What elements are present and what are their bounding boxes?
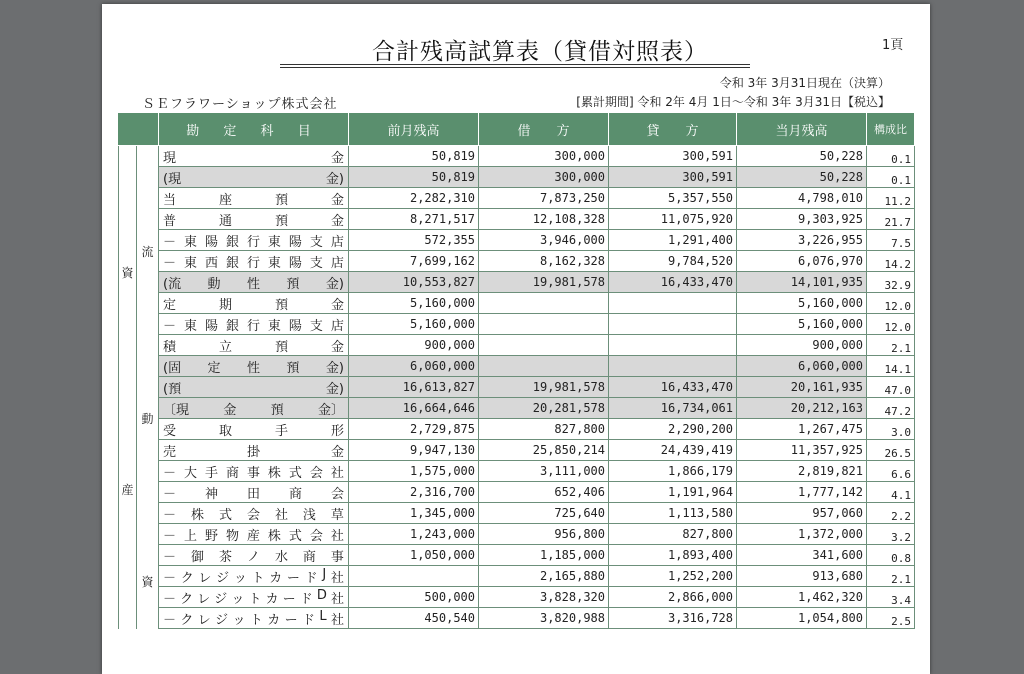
cell-prev: 450,540 — [349, 608, 479, 629]
category-inner — [137, 146, 159, 629]
table-row — [119, 545, 915, 566]
account-name: － ク レ ジ ッ ト カ ー ド D 社 — [159, 587, 349, 608]
cell-credit: 1,291,400 — [609, 230, 737, 251]
cell-ratio: 6.6 — [867, 461, 915, 482]
category-label-san: 産 — [121, 483, 134, 497]
table-row — [119, 503, 915, 524]
cell-current: 341,600 — [737, 545, 867, 566]
cell-prev: 2,282,310 — [349, 188, 479, 209]
cell-current: 913,680 — [737, 566, 867, 587]
cell-ratio: 2.2 — [867, 503, 915, 524]
cell-debit: 2,165,880 — [479, 566, 609, 587]
table-row — [119, 461, 915, 482]
cell-credit: 3,316,728 — [609, 608, 737, 629]
cell-ratio: 26.5 — [867, 440, 915, 461]
cell-ratio: 2.1 — [867, 566, 915, 587]
category-label-do: 動 — [141, 412, 154, 426]
cell-ratio: 32.9 — [867, 272, 915, 293]
cell-credit: 1,252,200 — [609, 566, 737, 587]
cell-ratio: 0.1 — [867, 146, 915, 167]
cell-prev: 50,819 — [349, 146, 479, 167]
cell-credit: 16,433,470 — [609, 272, 737, 293]
account-name: (預 金) — [159, 377, 349, 398]
cell-prev — [349, 566, 479, 587]
table-row — [119, 335, 915, 356]
cell-prev: 900,000 — [349, 335, 479, 356]
table-row — [119, 440, 915, 461]
cell-debit: 20,281,578 — [479, 398, 609, 419]
account-name: － 大 手 商 事 株 式 会 社 — [159, 461, 349, 482]
account-name: － 東 陽 銀 行 東 陽 支 店 — [159, 314, 349, 335]
category-label-ryu: 流 — [141, 245, 154, 259]
table-row — [119, 482, 915, 503]
table-row — [119, 314, 915, 335]
cell-credit: 1,866,179 — [609, 461, 737, 482]
header-account: 勘 定 科 目 — [159, 113, 349, 146]
account-name: 積 立 預 金 — [159, 335, 349, 356]
report-page — [102, 4, 930, 674]
cell-credit: 827,800 — [609, 524, 737, 545]
cell-prev: 16,613,827 — [349, 377, 479, 398]
table-row — [119, 566, 915, 587]
cell-ratio: 0.1 — [867, 167, 915, 188]
cell-current: 5,160,000 — [737, 314, 867, 335]
cell-current: 50,228 — [737, 167, 867, 188]
cell-debit: 3,828,320 — [479, 587, 609, 608]
account-name: (流 動 性 預 金) — [159, 272, 349, 293]
cell-prev: 2,729,875 — [349, 419, 479, 440]
cell-credit: 11,075,920 — [609, 209, 737, 230]
cell-prev: 5,160,000 — [349, 293, 479, 314]
table-row — [119, 167, 915, 188]
cell-current: 50,228 — [737, 146, 867, 167]
account-name: 当 座 預 金 — [159, 188, 349, 209]
table-row — [119, 398, 915, 419]
cell-ratio: 3.2 — [867, 524, 915, 545]
table-header-row — [119, 113, 915, 146]
table-row — [119, 587, 915, 608]
table-row — [119, 419, 915, 440]
cell-current: 1,372,000 — [737, 524, 867, 545]
cell-credit — [609, 293, 737, 314]
cell-debit: 1,185,000 — [479, 545, 609, 566]
category-label-shi2: 資 — [141, 575, 154, 589]
account-name: 定 期 預 金 — [159, 293, 349, 314]
cell-debit: 8,162,328 — [479, 251, 609, 272]
cell-prev: 1,243,000 — [349, 524, 479, 545]
account-name: 受 取 手 形 — [159, 419, 349, 440]
table-row — [119, 209, 915, 230]
cell-current: 2,819,821 — [737, 461, 867, 482]
header-prev-balance: 前月残高 — [349, 113, 479, 146]
account-name: － 東 西 銀 行 東 陽 支 店 — [159, 251, 349, 272]
account-name: 普 通 預 金 — [159, 209, 349, 230]
header-credit: 貸 方 — [609, 113, 737, 146]
cell-debit: 25,850,214 — [479, 440, 609, 461]
cell-debit: 19,981,578 — [479, 377, 609, 398]
cell-prev: 9,947,130 — [349, 440, 479, 461]
table-row — [119, 230, 915, 251]
trial-balance-table — [118, 112, 915, 629]
cell-current: 6,076,970 — [737, 251, 867, 272]
cell-credit: 9,784,520 — [609, 251, 737, 272]
cell-debit: 3,820,988 — [479, 608, 609, 629]
cell-debit: 300,000 — [479, 146, 609, 167]
account-name: － 御 茶 ノ 水 商 事 — [159, 545, 349, 566]
header-current-balance: 当月残高 — [737, 113, 867, 146]
cell-debit — [479, 314, 609, 335]
cell-ratio: 2.1 — [867, 335, 915, 356]
cell-current: 1,054,800 — [737, 608, 867, 629]
account-name: 〔現 金 預 金〕 — [159, 398, 349, 419]
category-label-shi: 資 — [121, 266, 134, 280]
cell-prev: 2,316,700 — [349, 482, 479, 503]
cell-prev: 500,000 — [349, 587, 479, 608]
account-name: (現 金) — [159, 167, 349, 188]
title-underline — [280, 64, 750, 68]
cell-credit: 16,433,470 — [609, 377, 737, 398]
cell-current: 3,226,955 — [737, 230, 867, 251]
cell-prev: 16,664,646 — [349, 398, 479, 419]
table-row — [119, 524, 915, 545]
cell-debit — [479, 293, 609, 314]
cell-current: 1,777,142 — [737, 482, 867, 503]
cell-ratio: 3.0 — [867, 419, 915, 440]
cell-current: 14,101,935 — [737, 272, 867, 293]
table-row — [119, 272, 915, 293]
cell-credit: 2,290,200 — [609, 419, 737, 440]
cell-prev: 1,575,000 — [349, 461, 479, 482]
account-name: － ク レ ジ ッ ト カ ー ド L 社 — [159, 608, 349, 629]
cell-debit: 827,800 — [479, 419, 609, 440]
table-row — [119, 356, 915, 377]
cell-current: 20,212,163 — [737, 398, 867, 419]
cell-ratio: 4.1 — [867, 482, 915, 503]
cell-ratio: 14.1 — [867, 356, 915, 377]
account-name: － 東 陽 銀 行 東 陽 支 店 — [159, 230, 349, 251]
cell-ratio: 11.2 — [867, 188, 915, 209]
report-title: 合計残高試算表（貸借対照表） — [372, 39, 708, 65]
cell-prev: 572,355 — [349, 230, 479, 251]
cell-current: 11,357,925 — [737, 440, 867, 461]
cell-prev: 6,060,000 — [349, 356, 479, 377]
account-name: － 上 野 物 産 株 式 会 社 — [159, 524, 349, 545]
cell-current: 1,267,475 — [737, 419, 867, 440]
cell-debit — [479, 335, 609, 356]
cell-debit: 725,640 — [479, 503, 609, 524]
cell-prev: 1,345,000 — [349, 503, 479, 524]
header-category-blank — [119, 113, 159, 146]
cell-current: 4,798,010 — [737, 188, 867, 209]
table-row — [119, 608, 915, 629]
cell-credit: 1,113,580 — [609, 503, 737, 524]
cell-prev: 8,271,517 — [349, 209, 479, 230]
cell-current: 6,060,000 — [737, 356, 867, 377]
cell-current: 20,161,935 — [737, 377, 867, 398]
cell-credit: 300,591 — [609, 146, 737, 167]
cell-current: 1,462,320 — [737, 587, 867, 608]
page-number: 1頁 — [882, 38, 904, 53]
cell-ratio: 47.0 — [867, 377, 915, 398]
cell-credit — [609, 335, 737, 356]
cell-credit: 24,439,419 — [609, 440, 737, 461]
cell-ratio: 7.5 — [867, 230, 915, 251]
table-row — [119, 188, 915, 209]
cell-credit: 300,591 — [609, 167, 737, 188]
cell-debit: 19,981,578 — [479, 272, 609, 293]
cell-debit: 652,406 — [479, 482, 609, 503]
header-ratio: 構成比 — [867, 113, 915, 146]
cell-credit: 1,893,400 — [609, 545, 737, 566]
cell-credit — [609, 356, 737, 377]
cell-ratio: 3.4 — [867, 587, 915, 608]
cell-ratio: 2.5 — [867, 608, 915, 629]
cell-ratio: 12.0 — [867, 314, 915, 335]
table-row — [119, 293, 915, 314]
table-row — [119, 377, 915, 398]
account-name: － 株 式 会 社 浅 草 — [159, 503, 349, 524]
company-name: ＳＥフラワーショップ株式会社 — [142, 97, 338, 112]
cell-debit — [479, 356, 609, 377]
cell-debit: 3,111,000 — [479, 461, 609, 482]
cell-ratio: 47.2 — [867, 398, 915, 419]
cell-credit: 16,734,061 — [609, 398, 737, 419]
cell-prev: 5,160,000 — [349, 314, 479, 335]
cell-credit: 5,357,550 — [609, 188, 737, 209]
accounting-period: [累計期間] 令和 2年 4月 1日〜令和 3年 3月31日【税込】 — [576, 95, 890, 109]
cell-prev: 10,553,827 — [349, 272, 479, 293]
cell-prev: 7,699,162 — [349, 251, 479, 272]
cell-credit: 1,191,964 — [609, 482, 737, 503]
cell-ratio: 21.7 — [867, 209, 915, 230]
account-name: － ク レ ジ ッ ト カ ー ド J 社 — [159, 566, 349, 587]
table-row — [119, 146, 915, 167]
account-name: 売 掛 金 — [159, 440, 349, 461]
cell-prev: 1,050,000 — [349, 545, 479, 566]
header-debit: 借 方 — [479, 113, 609, 146]
category-outer — [119, 146, 137, 629]
account-name: － 神 田 商 会 — [159, 482, 349, 503]
cell-ratio: 14.2 — [867, 251, 915, 272]
cell-credit: 2,866,000 — [609, 587, 737, 608]
as-of-date: 令和 3年 3月31日現在（決算） — [719, 76, 890, 90]
cell-debit: 300,000 — [479, 167, 609, 188]
cell-debit: 3,946,000 — [479, 230, 609, 251]
account-name: 現 金 — [159, 146, 349, 167]
cell-debit: 956,800 — [479, 524, 609, 545]
cell-credit — [609, 314, 737, 335]
cell-current: 957,060 — [737, 503, 867, 524]
cell-ratio: 12.0 — [867, 293, 915, 314]
account-name: (固 定 性 預 金) — [159, 356, 349, 377]
cell-current: 900,000 — [737, 335, 867, 356]
cell-current: 9,303,925 — [737, 209, 867, 230]
cell-current: 5,160,000 — [737, 293, 867, 314]
table-row — [119, 251, 915, 272]
cell-debit: 12,108,328 — [479, 209, 609, 230]
cell-debit: 7,873,250 — [479, 188, 609, 209]
cell-prev: 50,819 — [349, 167, 479, 188]
cell-ratio: 0.8 — [867, 545, 915, 566]
